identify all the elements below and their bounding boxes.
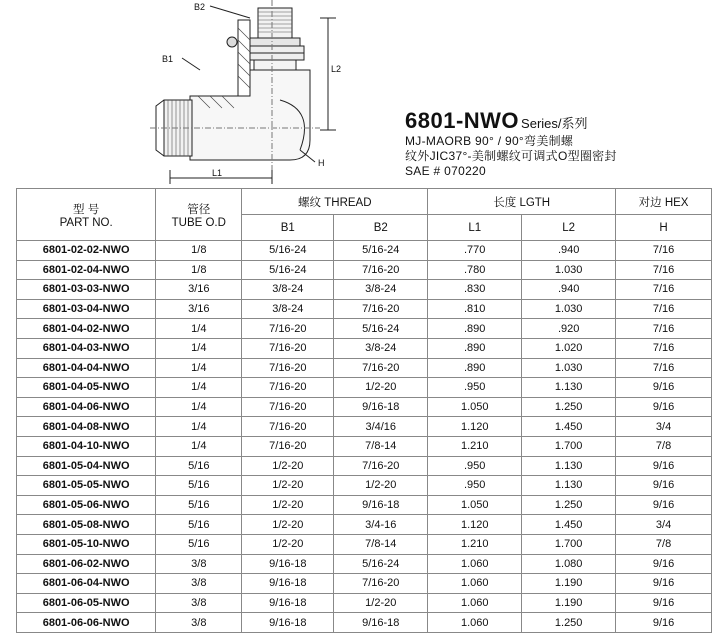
cell-part-no: 6801-06-04-NWO (17, 574, 156, 594)
cell-l2: 1.080 (522, 554, 616, 574)
cell-part-no: 6801-05-10-NWO (17, 534, 156, 554)
cell-b2: 3/8-24 (334, 338, 428, 358)
cell-part-no: 6801-06-02-NWO (17, 554, 156, 574)
cell-l2: 1.130 (522, 378, 616, 398)
cell-b1: 7/16-20 (242, 358, 334, 378)
cell-b2: 9/16-18 (334, 495, 428, 515)
cell-hex: 9/16 (616, 574, 712, 594)
cell-tube-od: 3/16 (156, 280, 242, 300)
cell-hex: 9/16 (616, 456, 712, 476)
cell-tube-od: 5/16 (156, 456, 242, 476)
cell-l1: 1.060 (428, 574, 522, 594)
header-h: H (616, 215, 712, 241)
cell-l2: 1.030 (522, 260, 616, 280)
table-row (17, 456, 712, 476)
cell-b1: 7/16-20 (242, 417, 334, 437)
cell-b1: 5/16-24 (242, 241, 334, 261)
cell-l1: .890 (428, 319, 522, 339)
cell-l1: 1.060 (428, 554, 522, 574)
cell-hex: 9/16 (616, 613, 712, 633)
table-row (17, 338, 712, 358)
cell-hex: 7/16 (616, 241, 712, 261)
cell-b2: 1/2-20 (334, 476, 428, 496)
cell-part-no: 6801-04-05-NWO (17, 378, 156, 398)
cell-b2: 5/16-24 (334, 554, 428, 574)
cell-l1: .810 (428, 299, 522, 319)
cell-hex: 7/8 (616, 436, 712, 456)
cell-l2: 1.450 (522, 515, 616, 535)
cell-hex: 7/16 (616, 319, 712, 339)
cell-b2: 7/16-20 (334, 456, 428, 476)
cell-l1: .950 (428, 476, 522, 496)
cell-l2: 1.700 (522, 534, 616, 554)
cell-b1: 9/16-18 (242, 593, 334, 613)
cell-part-no: 6801-03-04-NWO (17, 299, 156, 319)
cell-l2: 1.190 (522, 593, 616, 613)
cell-l2: 1.190 (522, 574, 616, 594)
cell-part-no: 6801-05-04-NWO (17, 456, 156, 476)
cell-part-no: 6801-04-10-NWO (17, 436, 156, 456)
table-body (17, 241, 712, 633)
cell-b2: 7/16-20 (334, 358, 428, 378)
description-line-2: 纹外JIC37°-美制螺纹可调式O型圈密封 (405, 149, 617, 163)
table-row (17, 574, 712, 594)
cell-tube-od: 5/16 (156, 476, 242, 496)
cell-b2: 9/16-18 (334, 613, 428, 633)
cell-l1: 1.060 (428, 593, 522, 613)
header-b1: B1 (242, 215, 334, 241)
header-tube-od: 管径 TUBE O.D (156, 189, 242, 241)
cell-hex: 7/16 (616, 358, 712, 378)
cell-l2: .920 (522, 319, 616, 339)
cell-b2: 9/16-18 (334, 397, 428, 417)
cell-b2: 7/16-20 (334, 299, 428, 319)
cell-b1: 9/16-18 (242, 554, 334, 574)
cell-hex: 9/16 (616, 554, 712, 574)
cell-l2: 1.130 (522, 476, 616, 496)
cell-hex: 7/16 (616, 338, 712, 358)
cell-b1: 5/16-24 (242, 260, 334, 280)
cell-part-no: 6801-05-06-NWO (17, 495, 156, 515)
cell-b2: 7/16-20 (334, 574, 428, 594)
cell-part-no: 6801-04-04-NWO (17, 358, 156, 378)
cell-hex: 3/4 (616, 417, 712, 437)
cell-b1: 3/8-24 (242, 299, 334, 319)
cell-l1: 1.050 (428, 495, 522, 515)
cell-l2: 1.250 (522, 397, 616, 417)
description-line-1: MJ-MAORB 90° / 90°弯美制螺 (405, 134, 574, 148)
cell-l2: 1.020 (522, 338, 616, 358)
cell-l1: 1.210 (428, 436, 522, 456)
cell-hex: 7/16 (616, 299, 712, 319)
cell-part-no: 6801-06-05-NWO (17, 593, 156, 613)
cell-b2: 3/4-16 (334, 515, 428, 535)
cell-b2: 1/2-20 (334, 593, 428, 613)
cell-l2: 1.130 (522, 456, 616, 476)
cell-l1: 1.210 (428, 534, 522, 554)
title-block (405, 108, 715, 179)
header-thread: 螺纹 THREAD (242, 189, 428, 215)
table-row (17, 280, 712, 300)
table-row (17, 593, 712, 613)
cell-part-no: 6801-05-08-NWO (17, 515, 156, 535)
cell-l1: .890 (428, 338, 522, 358)
cell-tube-od: 3/8 (156, 554, 242, 574)
header-length: 长度 LGTH (428, 189, 616, 215)
cell-b1: 1/2-20 (242, 515, 334, 535)
cell-l1: 1.060 (428, 613, 522, 633)
cell-b1: 9/16-18 (242, 574, 334, 594)
table-row (17, 358, 712, 378)
series-label: Series/系列 (521, 116, 588, 131)
cell-l2: 1.030 (522, 358, 616, 378)
cell-l1: .830 (428, 280, 522, 300)
table-row (17, 319, 712, 339)
cell-hex: 9/16 (616, 495, 712, 515)
cell-part-no: 6801-02-02-NWO (17, 241, 156, 261)
model-number: 6801-NWO (405, 108, 520, 133)
cell-b2: 5/16-24 (334, 319, 428, 339)
cell-l1: .770 (428, 241, 522, 261)
table-row (17, 241, 712, 261)
table-row (17, 260, 712, 280)
cell-b1: 1/2-20 (242, 476, 334, 496)
cell-l2: 1.250 (522, 613, 616, 633)
cell-tube-od: 3/16 (156, 299, 242, 319)
cell-l1: 1.120 (428, 417, 522, 437)
table-row (17, 436, 712, 456)
cell-hex: 9/16 (616, 378, 712, 398)
cell-part-no: 6801-05-05-NWO (17, 476, 156, 496)
cell-hex: 9/16 (616, 476, 712, 496)
cell-l1: .780 (428, 260, 522, 280)
table-row (17, 417, 712, 437)
table-row (17, 476, 712, 496)
table-row (17, 495, 712, 515)
table-row (17, 378, 712, 398)
cell-l2: 1.700 (522, 436, 616, 456)
table-row (17, 299, 712, 319)
cell-tube-od: 5/16 (156, 515, 242, 535)
cell-tube-od: 3/8 (156, 613, 242, 633)
header-l1: L1 (428, 215, 522, 241)
cell-b1: 3/8-24 (242, 280, 334, 300)
label-h: H (318, 158, 325, 168)
cell-tube-od: 1/4 (156, 358, 242, 378)
header-part-no: 型 号 PART NO. (17, 189, 156, 241)
label-b1: B1 (162, 54, 174, 64)
cell-b2: 3/8-24 (334, 280, 428, 300)
cell-b2: 7/8-14 (334, 436, 428, 456)
cell-part-no: 6801-03-03-NWO (17, 280, 156, 300)
cell-tube-od: 1/4 (156, 397, 242, 417)
cell-l1: .950 (428, 456, 522, 476)
cell-l2: 1.030 (522, 299, 616, 319)
cell-hex: 9/16 (616, 397, 712, 417)
cell-hex: 7/16 (616, 280, 712, 300)
cell-tube-od: 1/8 (156, 260, 242, 280)
cell-tube-od: 5/16 (156, 495, 242, 515)
cell-tube-od: 3/8 (156, 593, 242, 613)
table-row (17, 613, 712, 633)
cell-tube-od: 1/4 (156, 417, 242, 437)
cell-part-no: 6801-04-03-NWO (17, 338, 156, 358)
table-row (17, 397, 712, 417)
cell-l2: .940 (522, 280, 616, 300)
cell-b1: 7/16-20 (242, 436, 334, 456)
cell-tube-od: 1/4 (156, 319, 242, 339)
cell-b2: 5/16-24 (334, 241, 428, 261)
cell-b1: 7/16-20 (242, 338, 334, 358)
label-b2: B2 (194, 2, 206, 12)
table-row (17, 554, 712, 574)
cell-part-no: 6801-04-06-NWO (17, 397, 156, 417)
cell-b2: 7/16-20 (334, 260, 428, 280)
table-row (17, 534, 712, 554)
cell-tube-od: 1/8 (156, 241, 242, 261)
cell-b2: 1/2-20 (334, 378, 428, 398)
cell-b1: 7/16-20 (242, 397, 334, 417)
cell-tube-od: 3/8 (156, 574, 242, 594)
header-hex: 对边 HEX (616, 189, 712, 215)
cell-part-no: 6801-04-02-NWO (17, 319, 156, 339)
cell-hex: 7/16 (616, 260, 712, 280)
cell-l1: 1.050 (428, 397, 522, 417)
cell-l2: 1.450 (522, 417, 616, 437)
cell-b2: 3/4/16 (334, 417, 428, 437)
cell-b1: 1/2-20 (242, 534, 334, 554)
sae-number: SAE # 070220 (405, 164, 486, 178)
cell-hex: 9/16 (616, 593, 712, 613)
cell-l1: .890 (428, 358, 522, 378)
fitting-drawing (150, 0, 350, 186)
spec-table (16, 188, 712, 633)
cell-l1: 1.120 (428, 515, 522, 535)
label-l2: L2 (331, 64, 342, 74)
cell-part-no: 6801-02-04-NWO (17, 260, 156, 280)
cell-l2: .940 (522, 241, 616, 261)
table-row (17, 515, 712, 535)
cell-tube-od: 1/4 (156, 436, 242, 456)
cell-b1: 9/16-18 (242, 613, 334, 633)
cell-part-no: 6801-04-08-NWO (17, 417, 156, 437)
cell-b1: 7/16-20 (242, 319, 334, 339)
cell-b1: 1/2-20 (242, 456, 334, 476)
cell-b1: 7/16-20 (242, 378, 334, 398)
cell-b2: 7/8-14 (334, 534, 428, 554)
cell-tube-od: 1/4 (156, 378, 242, 398)
cell-tube-od: 5/16 (156, 534, 242, 554)
cell-part-no: 6801-06-06-NWO (17, 613, 156, 633)
cell-tube-od: 1/4 (156, 338, 242, 358)
cell-l2: 1.250 (522, 495, 616, 515)
cell-hex: 7/8 (616, 534, 712, 554)
header-l2: L2 (522, 215, 616, 241)
header-b2: B2 (334, 215, 428, 241)
cell-l1: .950 (428, 378, 522, 398)
cell-hex: 3/4 (616, 515, 712, 535)
label-l1: L1 (212, 168, 223, 178)
cell-b1: 1/2-20 (242, 495, 334, 515)
